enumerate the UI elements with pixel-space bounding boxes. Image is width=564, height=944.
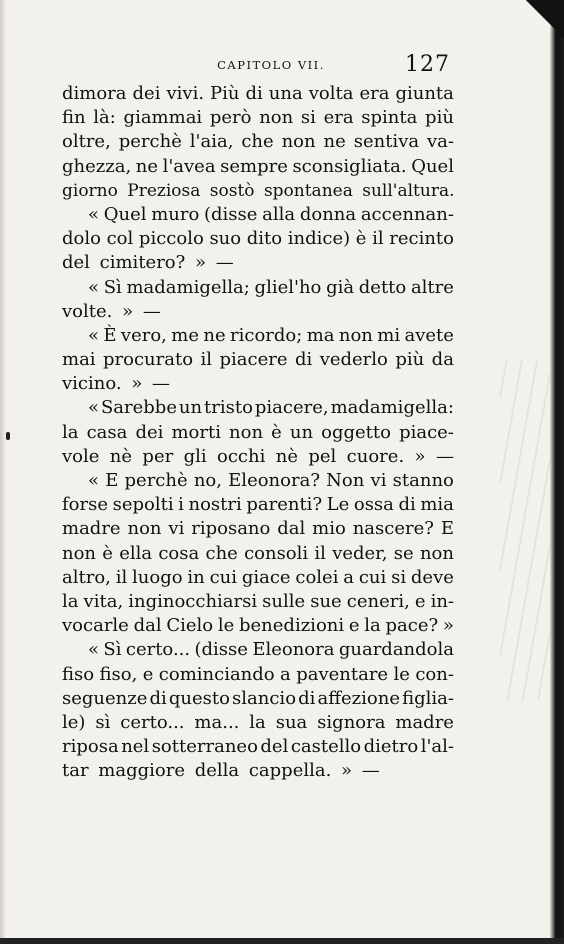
text-line: vocarle dal Cielo le benedizioni e la pace? »: [62, 615, 454, 637]
text-line: giorno Preziosa sostò spontanea sull'altura.: [62, 180, 455, 201]
text-line: seguenze di questo slancio di affezione figlia-: [62, 687, 454, 709]
text-line: « È vero, me ne ricordo; ma non mi avete: [88, 324, 454, 346]
body-text: [62, 82, 454, 783]
margin-mark: [6, 432, 10, 440]
text-line: ghezza, ne l'avea sempre sconsigliata. Quel: [62, 155, 454, 177]
text-line: vole nè per gli occhi nè pel cuore. » —: [62, 445, 454, 467]
text-line: riposa nel sotterraneo del castello dietro l'al-: [62, 736, 454, 758]
text-line: altro, il luogo in cui giace colei a cui si deve: [62, 566, 454, 588]
text-line: « Sì certo... (disse Eleonora guardandola: [88, 639, 454, 661]
text-line: le) sì certo... ma... la sua signora madre: [62, 711, 454, 733]
text-line: fin là: giammai però non si era spinta più: [62, 107, 454, 129]
text-line: « E perchè no, Eleonora? Non vi stanno: [88, 470, 454, 491]
text-line: volte. » —: [62, 300, 161, 322]
text-line: « Quel muro (disse alla donna accennan-: [88, 203, 454, 225]
text-line: fiso fiso, e cominciando a paventare le con-: [62, 663, 454, 685]
text-line: del cimitero? » —: [62, 252, 234, 274]
scan-edge-left: [0, 0, 6, 944]
text-line: la vita, inginocchiarsi sulle sue ceneri, e in-: [62, 590, 454, 612]
text-line: forse sepolti i nostri parenti? Le ossa di mia: [62, 494, 454, 516]
text-line: dolo col piccolo suo dito indice) è il recinto: [62, 228, 454, 250]
scan-edge-right: [550, 0, 564, 944]
text-line: mai procurato il piacere di vederlo più da: [62, 349, 454, 371]
text-line: tar maggiore della cappella. » —: [62, 760, 380, 782]
text-line: dimora dei vivi. Più di una volta era giunta: [62, 83, 454, 104]
text-line: non è ella cosa che consoli il veder, se non: [62, 542, 454, 564]
text-line: « Sì madamigella; gliel'ho già detto altre: [88, 276, 454, 298]
text-line: oltre, perchè l'aia, che non ne sentiva va-: [62, 131, 454, 153]
scan-bottom-edge: [0, 938, 564, 944]
text-line: « Sarebbe un tristo piacere, madamigella:: [88, 397, 454, 419]
text-line: madre non vi riposano dal mio nascere? E: [62, 518, 454, 540]
text-line: la casa dei morti non è un oggetto piace-: [62, 421, 454, 443]
bleed-through-marks: [500, 360, 550, 700]
scan-corner-shadow: [524, 0, 564, 44]
page-header: [62, 52, 450, 78]
page-number: 127: [405, 52, 450, 77]
text-line: vicino. » —: [62, 373, 171, 395]
running-title: CAPITOLO VII.: [217, 58, 325, 72]
